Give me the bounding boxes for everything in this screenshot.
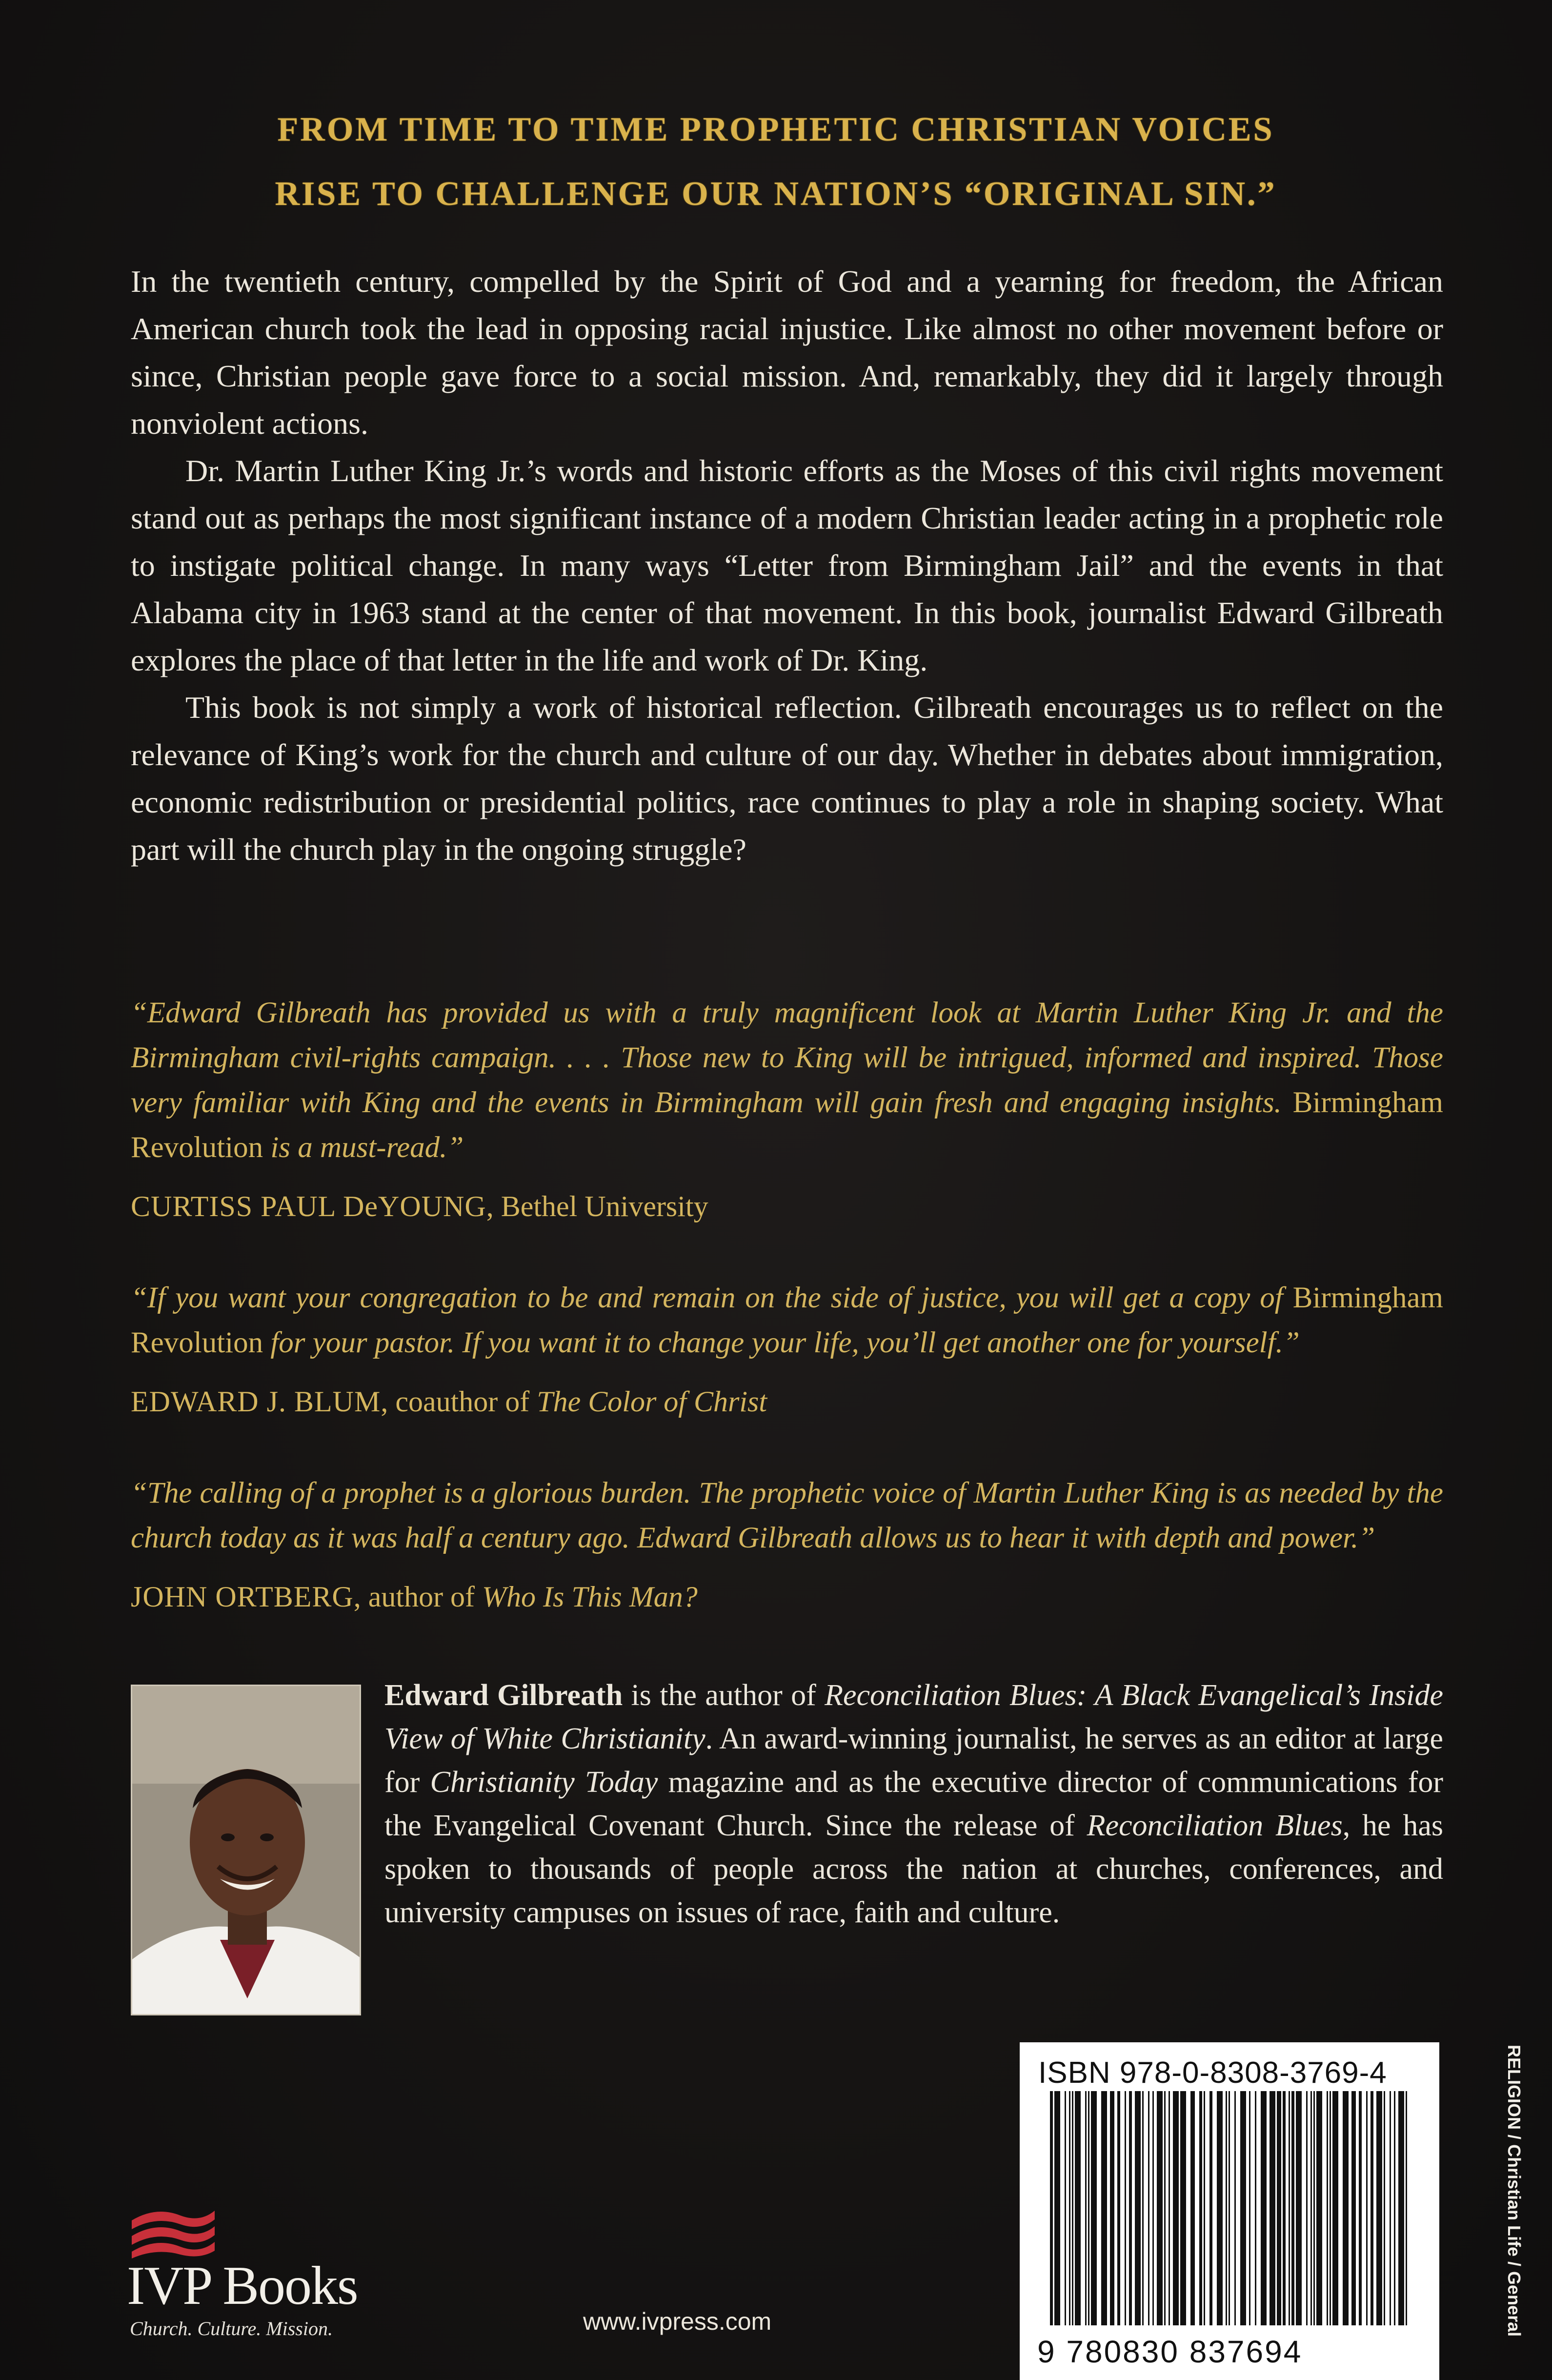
barcode-bar xyxy=(1169,2091,1170,2325)
quote-text: “Edward Gilbreath has provided us with a truly magnificent look at Martin Luther King Jr. and the Birmingham civil-rights campaign. . . . Those new to King will be intrigued, informed and inspired. Those very familiar with King and the events in Birmingham will gain fresh and engaging insights. xyxy=(131,997,1443,1119)
quote-text: “If you want your congregation to be and remain on the side of justice, you will get a copy of xyxy=(131,1282,1283,1314)
isbn-number: ISBN 978-0-8308-3769-4 xyxy=(1038,2056,1387,2090)
barcode-bar xyxy=(1234,2091,1236,2325)
author-bio-text: , he has spoken to thousands of people across the nation at churches, conferences, and university campuses on issues of race, faith and culture. xyxy=(384,1809,1443,1929)
barcode-bar xyxy=(1277,2091,1281,2325)
magazine-title: Christianity Today xyxy=(430,1766,658,1799)
publisher-brand: IVP Books xyxy=(127,2256,358,2316)
description-paragraph: Dr. Martin Luther King Jr.’s words and historic efforts as the Moses of this civil rights movement stand out as perhaps the most significant instance of a modern Christian leader acting in a prophetic role to instigate political change. In many ways “Letter from Birmingham Jail” and the events in that Alabama city in 1963 stand at the center of that movement. In this book, journalist Edward Gilbreath explores the place of that letter in the life and work of Dr. King. xyxy=(131,453,1443,677)
author-bio-text: . An award-winning journalist, he serves as an editor at large for xyxy=(384,1722,1443,1799)
barcode-bar xyxy=(1384,2091,1385,2325)
description-paragraph: In the twentieth century, compelled by the Spirit of God and a yearning for freedom, the African American church took the lead in opposing racial injustice. Like almost no other movement before or since, Christian people gave force to a social mission. And, remarkably, they did it largely through nonviolent actions. xyxy=(131,264,1443,441)
barcode-bar xyxy=(1296,2091,1302,2325)
author-bio xyxy=(384,1674,1443,1934)
barcode-bar xyxy=(1270,2091,1275,2325)
endorser-affiliation: , author of xyxy=(353,1581,483,1613)
barcode-bar xyxy=(1310,2091,1312,2325)
endorsement-attribution xyxy=(131,1574,1443,1619)
barcode-bar xyxy=(1306,2091,1308,2325)
barcode-bar xyxy=(1050,2091,1053,2325)
barcode-bar xyxy=(1289,2091,1290,2325)
barcode xyxy=(1020,2042,1439,2380)
flame-icon xyxy=(127,2206,224,2259)
author-book-title: Reconciliation Blues xyxy=(1087,1809,1343,1842)
endorsement-quote: “The calling of a prophet is a glorious burden. The prophetic voice of Martin Luther King is as needed by the church today as it was half a century ago. Edward Gilbreath allows us to hear it with depth and power.” xyxy=(131,1477,1443,1554)
barcode-bar xyxy=(1085,2091,1087,2325)
barcode-bar xyxy=(1261,2091,1267,2325)
barcode-bar xyxy=(1351,2091,1356,2325)
barcode-bar xyxy=(1054,2091,1060,2325)
barcode-bar xyxy=(1069,2091,1070,2325)
book-title-reference: Birmingham Revolution xyxy=(131,1282,1443,1359)
barcode-bar xyxy=(1398,2091,1404,2325)
barcode-bar xyxy=(1240,2091,1246,2325)
barcode-bar xyxy=(1283,2091,1286,2325)
endorsement-attribution xyxy=(131,1184,1443,1229)
author-portrait-illustration xyxy=(132,1686,361,2015)
barcode-bar xyxy=(1072,2091,1073,2325)
endorsement-quote xyxy=(131,991,1443,1170)
publisher-logo xyxy=(127,2206,400,2339)
author-bio-text: is the author of xyxy=(623,1679,825,1712)
barcode-bar xyxy=(1088,2091,1089,2325)
barcode-bar xyxy=(1343,2091,1349,2325)
barcode-bar xyxy=(1164,2091,1166,2325)
barcode-bar xyxy=(1117,2091,1120,2325)
bisac-category: RELIGION / Christian Life / General xyxy=(1504,2045,1524,2337)
author-name: Edward Gilbreath xyxy=(384,1679,623,1712)
book-title-reference: Birmingham Revolution xyxy=(131,1086,1443,1164)
barcode-bar xyxy=(1359,2091,1362,2325)
barcode-bar xyxy=(1332,2091,1338,2325)
barcode-bar xyxy=(1190,2091,1195,2325)
headline xyxy=(88,98,1464,226)
author-photo xyxy=(131,1685,361,2015)
headline-line-1: FROM TIME TO TIME PROPHETIC CHRISTIAN VOICES xyxy=(277,111,1274,148)
barcode-bar xyxy=(1327,2091,1328,2325)
barcode-bar xyxy=(1180,2091,1186,2325)
barcode-bar xyxy=(1173,2091,1179,2325)
barcode-bar xyxy=(1226,2091,1227,2325)
barcode-bar xyxy=(1376,2091,1382,2325)
barcode-bar xyxy=(1157,2091,1163,2325)
barcode-bar xyxy=(1148,2091,1149,2325)
quote-text: is a must-read.” xyxy=(270,1131,464,1164)
barcode-bar xyxy=(1065,2091,1066,2325)
barcode-bar xyxy=(1135,2091,1141,2325)
headline-line-2: RISE TO CHALLENGE OUR NATION’S “ORIGINAL SIN.” xyxy=(275,175,1277,213)
barcode-bar xyxy=(1129,2091,1132,2325)
barcode-bar xyxy=(1249,2091,1250,2325)
barcode-bar xyxy=(1075,2091,1081,2325)
barcode-bar xyxy=(1394,2091,1395,2325)
endorsement-quote xyxy=(131,1276,1443,1365)
publisher-tagline: Church. Culture. Mission. xyxy=(130,2318,333,2339)
barcode-bar xyxy=(1204,2091,1205,2325)
barcode-bar xyxy=(1199,2091,1202,2325)
barcode-bar xyxy=(1371,2091,1373,2325)
endorser-name: CURTISS PAUL DeYOUNG xyxy=(131,1190,486,1222)
barcode-bar xyxy=(1313,2091,1315,2325)
description xyxy=(131,258,1443,873)
author-bio-text: magazine and as the executive director of communications for the Evangelical Covenant Church. Since the release of xyxy=(384,1766,1443,1842)
endorser-name: EDWARD J. BLUM xyxy=(131,1385,381,1418)
endorser-affiliation: , Bethel University xyxy=(486,1190,708,1222)
publisher-website: www.ivpress.com xyxy=(583,2308,772,2335)
endorser-work: The Color of Christ xyxy=(537,1385,767,1418)
endorser-name: JOHN ORTBERG xyxy=(131,1581,354,1613)
barcode-bar xyxy=(1255,2091,1256,2325)
barcode-bar xyxy=(1152,2091,1154,2325)
endorsement-attribution xyxy=(131,1379,1443,1424)
barcode-bar xyxy=(1125,2091,1126,2325)
barcode-bar xyxy=(1330,2091,1331,2325)
barcode-bar xyxy=(1217,2091,1223,2325)
barcode-bar xyxy=(1316,2091,1322,2325)
barcode-digits: 9 780830 837694 xyxy=(1037,2334,1303,2369)
description-paragraph: This book is not simply a work of historical reflection. Gilbreath encourages us to reflect on the relevance of King’s work for the church and culture of our day. Whether in debates about immigration, economic redistribution or presidential politics, race continues to play a role in shaping society. What part will the church play in the ongoing struggle? xyxy=(131,690,1443,867)
endorsements xyxy=(131,991,1443,1666)
author-book-title: Reconciliation Blues: A Black Evangelical’s Inside View of White Christianity xyxy=(384,1679,1443,1755)
quote-text: for your pastor. If you want it to change your life, you’ll get another one for yourself.” xyxy=(270,1326,1300,1359)
barcode-bar xyxy=(1366,2091,1368,2325)
barcode-bar xyxy=(1406,2091,1407,2325)
barcode-bar xyxy=(1142,2091,1144,2325)
barcode-bar xyxy=(1229,2091,1230,2325)
endorser-affiliation: , coauthor of xyxy=(381,1385,537,1418)
endorser-work: Who Is This Man? xyxy=(482,1581,698,1613)
barcode-panel xyxy=(1020,2042,1439,2380)
barcode-bar xyxy=(1101,2091,1107,2325)
barcode-bar xyxy=(1291,2091,1294,2325)
barcode-bar xyxy=(1209,2091,1212,2325)
barcode-bar xyxy=(1390,2091,1391,2325)
barcode-bar xyxy=(1091,2091,1097,2325)
barcode-bar xyxy=(1110,2091,1114,2325)
